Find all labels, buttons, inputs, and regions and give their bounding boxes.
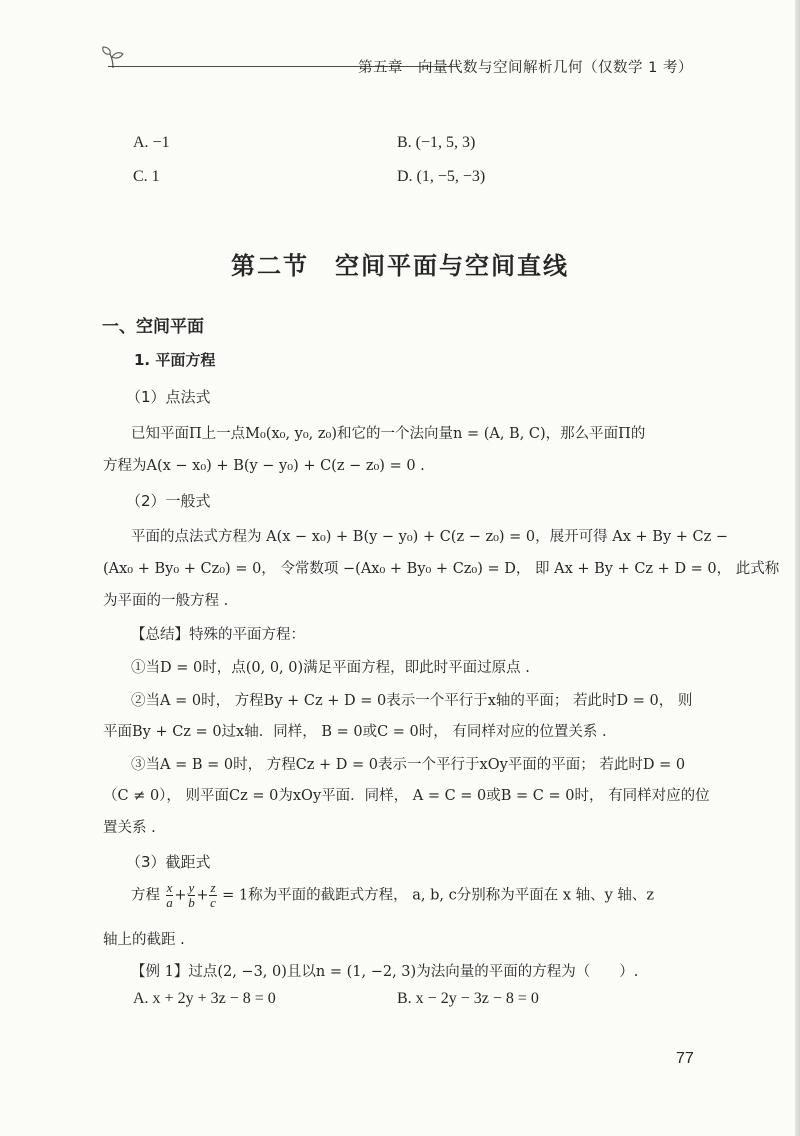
fraction-y-numerator: y: [188, 880, 195, 895]
summary-item-3-line-3: 置关系 .: [103, 820, 156, 836]
summary-item-2-line-1: ②当A = 0时， 方程By + Cz + D = 0表示一个平行于x轴的平面； 若此时D = 0， 则: [131, 693, 693, 709]
subsection-heading: 1. 平面方程: [134, 351, 216, 369]
running-header: [100, 44, 706, 84]
fraction-z-numerator: z: [210, 880, 216, 895]
fraction-z-over-c: [209, 881, 216, 910]
fraction-y-denominator: b: [188, 895, 195, 910]
intercept-form-heading: （3）截距式: [126, 853, 211, 871]
fraction-y-over-b: [188, 881, 196, 910]
chapter-title: 第五章 向量代数与空间解析几何（仅数学 1 考）: [358, 60, 693, 76]
example-1-question: 【例 1】过点(2, −3, 0)且以n = (1, −2, 3)为法向量的平面的方程为（ ）.: [131, 964, 639, 980]
general-form-heading: （2）一般式: [126, 492, 211, 510]
summary-item-2-line-2: 平面By + Cz = 0过x轴．同样， B = 0或C = 0时， 有同样对应的位置关系 .: [103, 724, 607, 740]
prev-option-d: D. (1, −5, −3): [397, 168, 486, 185]
intercept-form-line-2: 轴上的截距 .: [103, 932, 185, 948]
fraction-x-over-a: [166, 881, 174, 910]
general-form-line-1: 平面的点法式方程为 A(x − x₀) + B(y − y₀) + C(z − z₀) = 0，展开可得 Ax + By + Cz −: [131, 529, 728, 545]
summary-title: 【总结】特殊的平面方程：: [131, 627, 305, 643]
fraction-x-numerator: x: [166, 880, 173, 895]
point-normal-line-1: 已知平面Π上一点M₀(x₀, y₀, z₀)和它的一个法向量n = (A, B, C)，那么平面Π的: [131, 426, 646, 442]
fraction-x-denominator: a: [166, 895, 173, 910]
intercept-form-line-1: 方程 $\frac{x}{a}$ + $\frac{y}{b}$ + $\frac{z}{c}$ = 1称为平面的截距式方程， a, b, c分别称为平面在 x 轴、y 轴、z: [131, 880, 655, 910]
part-heading: 一、空间平面: [102, 317, 204, 337]
prev-option-c: C. 1: [133, 168, 160, 185]
intercept-prefix: 方程: [131, 887, 160, 904]
example-1-option-a: A. x + 2y + 3z − 8 = 0: [133, 990, 276, 1007]
example-1-option-b: B. x − 2y − 3z − 8 = 0: [397, 990, 539, 1007]
page-edge: [795, 0, 800, 1136]
fraction-z-denominator: c: [210, 895, 216, 910]
section-title: 第二节 空间平面与空间直线: [231, 252, 569, 280]
summary-item-3-line-1: ③当A = B = 0时， 方程Cz + D = 0表示一个平行于xOy平面的平面； 若此时D = 0: [131, 757, 686, 773]
general-form-line-3: 为平面的一般方程 .: [103, 593, 229, 609]
prev-option-b: B. (−1, 5, 3): [397, 134, 476, 151]
summary-item-1: ①当D = 0时，点(0, 0, 0)满足平面方程，即此时平面过原点 .: [131, 660, 530, 676]
summary-item-3-line-2: （C ≠ 0）， 则平面Cz = 0为xOy平面．同样， A = C = 0或B = C = 0时， 有同样对应的位: [103, 788, 710, 804]
prev-option-a: A. −1: [133, 134, 170, 151]
page-number: 77: [676, 1050, 694, 1067]
point-normal-line-2: 方程为A(x − x₀) + B(y − y₀) + C(z − z₀) = 0 .: [103, 458, 425, 474]
general-form-line-2: (Ax₀ + By₀ + Cz₀) = 0， 令常数项 −(Ax₀ + By₀ + Cz₀) = D， 即 Ax + By + Cz + D = 0， 此式称: [103, 561, 780, 577]
point-normal-heading: （1）点法式: [126, 388, 211, 406]
intercept-suffix: = 1称为平面的截距式方程， a, b, c分别称为平面在 x 轴、y 轴、z: [222, 887, 655, 904]
